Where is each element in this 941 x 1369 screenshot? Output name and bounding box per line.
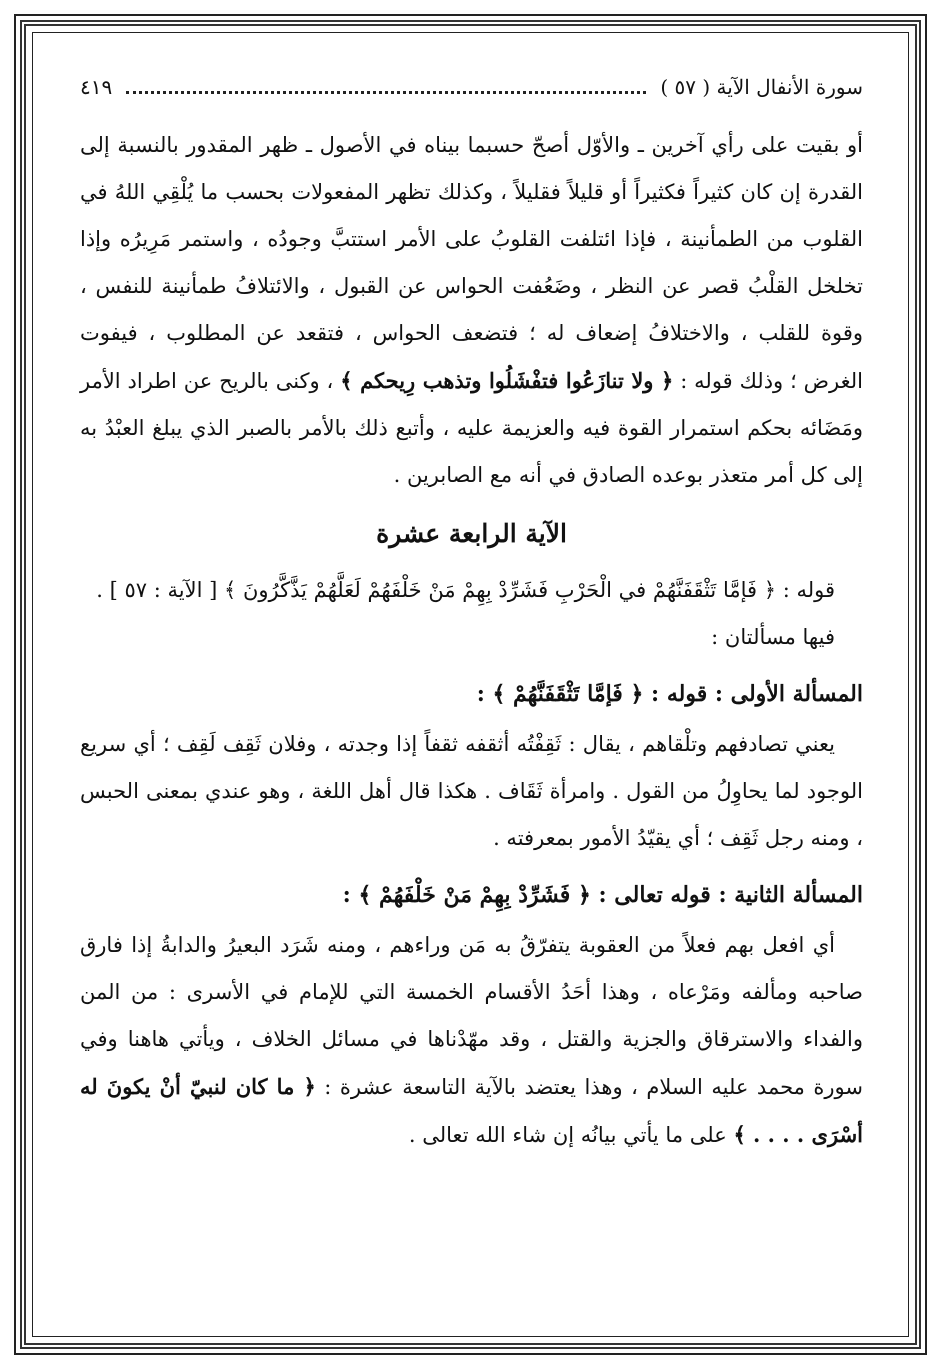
paragraph-1-quote: ﴿ ولا تنازَعُوا فتفْشَلُوا وتذهب رِيحكم ﴾ [340,368,674,393]
issue-2-heading-label: المسألة الثانية : قوله تعالى : [598,882,863,908]
issue-1-text: يعني تصادفهم وتلْقاهم ، يقال : ثَقِفْتُه أثقفه ثقفاً إذا وجدته ، وفلان ثَقِف لَقِف ؛ أي سريع الوجود لما يحاوِلُ من القول . وامرأة ثَقَاف . هكذا قال أهل اللغة ، وهو عندي بمعنى الحبس ، ومنه رجل ثَقِف ؛ أي يقيّدُ الأمور بمعرفته . [80,732,863,850]
issue-2-text-body: أي افعل بهم فعلاً من العقوبة يتفرّقُ به مَن وراءهم ، ومنه شَرَد البعيرُ والدابةُ إذا فارق صاحبه ومألفه ومَرْعاه ، وهذا أحَدُ الأقسام الخمسة التي للإمام في الأسرى : من المن والفداء والاسترقاق والجزية والقتل ، وقد مهّدْناها في مسائل الخلاف ، ويأتي هاهنا وفي سورة محمد عليه السلام ، وهذا يعتضد بالآية التاسعة عشرة : [80,933,863,1099]
verse-text: ﴿ فَإمَّا تَثْقَفَنَّهُمْ في الْحَرْبِ فَشَرِّدْ بِهِمْ مَنْ خَلْفَهُمْ لَعَلَّهُمْ يَذَّكَّرُونَ ﴾ [223,578,777,602]
section-title: الآية الرابعة عشرة [376,519,567,548]
paragraph-1-rest: ، وكنى بالريح عن اطراد الأمر ومَضَائه بحكم استمرار القوة فيه والعزيمة عليه ، وأتبع ذلك بالأمر بالصبر الذي يبلغ العبْدُ به إلى كل أمر متعذر بوعده الصادق في أنه مع الصابرين . [80,369,863,487]
issue-1-heading-label: المسألة الأولى : قوله : [651,681,863,707]
header-title: سورة الأنفال الآية ( ٥٧ ) [660,75,863,99]
paragraph-1-text: أو بقيت على رأي آخرين ـ والأوّل أصحّ حسبما بيناه في الأصول ـ ظهر المقدور بالنسبة إلى القدرة إن كان كثيراً فكثيراً أو قليلاً فقليلاً ، وكذلك تظهر المفعولات بحسب ما يُلْقِي اللهُ في القلوب من الطمأنينة ، فإذا ائتلفت القلوبُ على الأمر استتبَّ وجودُه ، واستمر مَرِيرُه وإذا تخلخل القلْبُ قصر عن النظر ، وضَعُفت الحواس عن القبول ، والائتلافُ طمأنينة للنفس ، وقوة للقلب ، والاختلافُ إضعاف له ؛ فتضعف الحواس ، فتقعد عن المطلوب ، فيفوت الغرض ؛ وذلك قوله : [80,133,863,393]
verse-paragraph [80,567,863,614]
issue-1-heading [80,669,863,719]
verse-reference: [ الآية : ٥٧ ] . [96,578,218,602]
running-header [80,70,863,104]
issue-1-heading-quote: ﴿ فَإمَّا تَثْقَفَنَّهُمْ ﴾ : [476,681,644,707]
issue-2-heading-quote: ﴿ فَشَرِّدْ بِهِمْ مَنْ خَلْفَهُمْ ﴾ : [342,882,591,908]
issue-2-heading [80,870,863,920]
verse-intro: قوله : [782,578,835,602]
page-content [80,70,863,1300]
issue-2-quote: ﴿ ما كان لنبيّ أنْ يكونَ له أسْرَى . . . . ﴾ [80,1074,863,1147]
issues-count: فيها مسألتان : [711,625,835,649]
header-leader-dots [126,81,646,94]
issue-2-text [80,922,863,1159]
page-number: ٤١٩ [80,75,113,99]
issue-2-text-end: على ما يأتي بيانُه إن شاء الله تعالى . [408,1123,727,1147]
paragraph-1 [80,122,863,499]
